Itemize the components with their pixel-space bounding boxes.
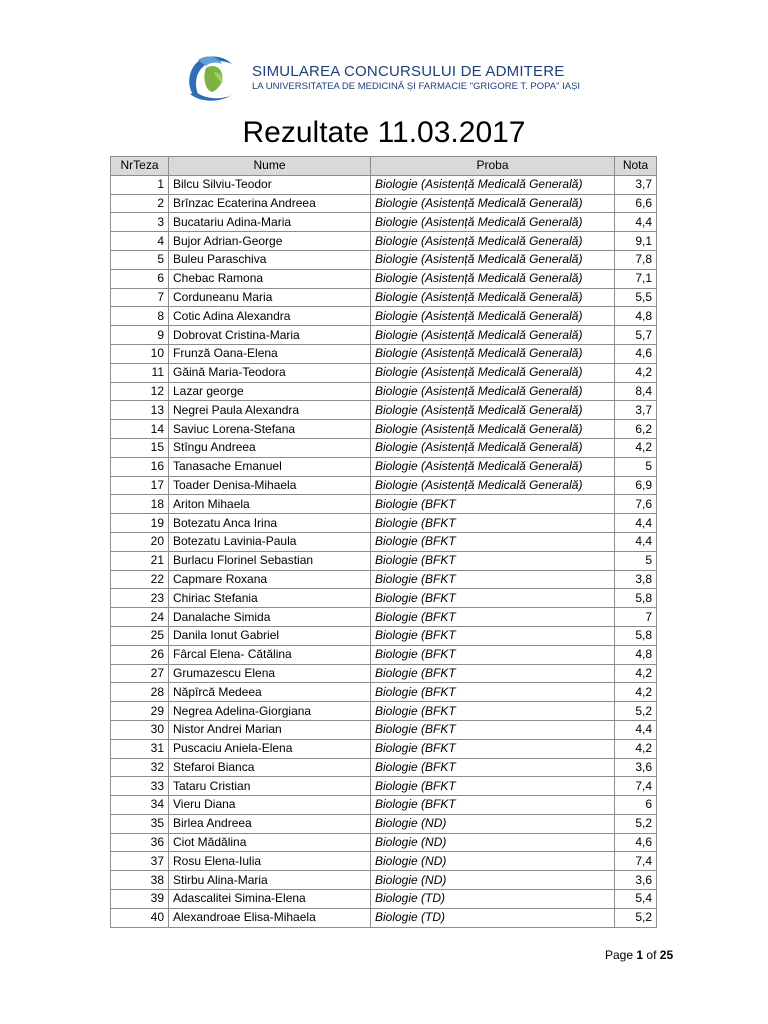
cell-nume: Rosu Elena-Iulia bbox=[169, 852, 371, 871]
cell-nota: 5,8 bbox=[615, 626, 657, 645]
table-row bbox=[111, 570, 657, 589]
cell-nrteza: 18 bbox=[111, 495, 169, 514]
cell-nume: Botezatu Lavinia-Paula bbox=[169, 532, 371, 551]
cell-nota: 4,4 bbox=[615, 532, 657, 551]
cell-proba: Biologie (ND) bbox=[371, 814, 615, 833]
cell-nota: 5 bbox=[615, 457, 657, 476]
table-row bbox=[111, 796, 657, 815]
column-header-nume: Nume bbox=[169, 157, 371, 176]
cell-nota: 5,2 bbox=[615, 814, 657, 833]
cell-proba: Biologie (Asistență Medicală Generală) bbox=[371, 457, 615, 476]
table-row bbox=[111, 420, 657, 439]
table-row bbox=[111, 777, 657, 796]
cell-nume: Negrea Adelina-Giorgiana bbox=[169, 702, 371, 721]
cell-nume: Corduneanu Maria bbox=[169, 288, 371, 307]
cell-proba: Biologie (BFKT bbox=[371, 608, 615, 627]
cell-nume: Burlacu Florinel Sebastian bbox=[169, 551, 371, 570]
table-row bbox=[111, 908, 657, 927]
cell-nota: 4,2 bbox=[615, 664, 657, 683]
cell-nrteza: 37 bbox=[111, 852, 169, 871]
cell-nrteza: 17 bbox=[111, 476, 169, 495]
page-of-label: of bbox=[646, 948, 657, 962]
table-row bbox=[111, 438, 657, 457]
cell-proba: Biologie (Asistență Medicală Generală) bbox=[371, 213, 615, 232]
cell-nrteza: 30 bbox=[111, 720, 169, 739]
cell-nume: Bilcu Silviu-Teodor bbox=[169, 175, 371, 194]
cell-nume: Stirbu Alina-Maria bbox=[169, 871, 371, 890]
cell-nota: 7 bbox=[615, 608, 657, 627]
table-row bbox=[111, 363, 657, 382]
document-title: Rezultate 11.03.2017 bbox=[242, 116, 526, 149]
cell-nume: Bucatariu Adina-Maria bbox=[169, 213, 371, 232]
cell-nrteza: 10 bbox=[111, 344, 169, 363]
cell-nota: 5,5 bbox=[615, 288, 657, 307]
cell-nrteza: 34 bbox=[111, 796, 169, 815]
cell-nrteza: 13 bbox=[111, 401, 169, 420]
table-row bbox=[111, 871, 657, 890]
cell-nota: 4,2 bbox=[615, 739, 657, 758]
cell-proba: Biologie (BFKT bbox=[371, 514, 615, 533]
cell-nrteza: 33 bbox=[111, 777, 169, 796]
cell-proba: Biologie (Asistență Medicală Generală) bbox=[371, 420, 615, 439]
cell-nume: Frunză Oana-Elena bbox=[169, 344, 371, 363]
table-row bbox=[111, 250, 657, 269]
results-table bbox=[110, 156, 657, 928]
cell-nota: 4,2 bbox=[615, 438, 657, 457]
cell-proba: Biologie (Asistență Medicală Generală) bbox=[371, 250, 615, 269]
cell-nrteza: 31 bbox=[111, 739, 169, 758]
table-row bbox=[111, 401, 657, 420]
table-row bbox=[111, 833, 657, 852]
cell-nota: 3,8 bbox=[615, 570, 657, 589]
table-row bbox=[111, 626, 657, 645]
table-row bbox=[111, 326, 657, 345]
cell-nota: 6,2 bbox=[615, 420, 657, 439]
cell-nume: Birlea Andreea bbox=[169, 814, 371, 833]
cell-nume: Chebac Ramona bbox=[169, 269, 371, 288]
cell-nume: Cotic Adina Alexandra bbox=[169, 307, 371, 326]
cell-nrteza: 7 bbox=[111, 288, 169, 307]
table-row bbox=[111, 307, 657, 326]
cell-nrteza: 27 bbox=[111, 664, 169, 683]
cell-proba: Biologie (BFKT bbox=[371, 495, 615, 514]
cell-proba: Biologie (BFKT bbox=[371, 589, 615, 608]
cell-nrteza: 14 bbox=[111, 420, 169, 439]
cell-nume: Năpîrcă Medeea bbox=[169, 683, 371, 702]
cell-nrteza: 38 bbox=[111, 871, 169, 890]
cell-nota: 6,6 bbox=[615, 194, 657, 213]
cell-nota: 7,6 bbox=[615, 495, 657, 514]
table-row bbox=[111, 457, 657, 476]
table-row bbox=[111, 720, 657, 739]
table-row bbox=[111, 344, 657, 363]
table-row bbox=[111, 683, 657, 702]
cell-proba: Biologie (Asistență Medicală Generală) bbox=[371, 401, 615, 420]
cell-nota: 3,6 bbox=[615, 871, 657, 890]
cell-nume: Danalache Simida bbox=[169, 608, 371, 627]
cell-nrteza: 23 bbox=[111, 589, 169, 608]
table-row bbox=[111, 532, 657, 551]
cell-nrteza: 1 bbox=[111, 175, 169, 194]
cell-proba: Biologie (BFKT bbox=[371, 796, 615, 815]
table-row bbox=[111, 890, 657, 909]
cell-nrteza: 15 bbox=[111, 438, 169, 457]
cell-nrteza: 32 bbox=[111, 758, 169, 777]
cell-nota: 4,8 bbox=[615, 307, 657, 326]
cell-nume: Stefaroi Bianca bbox=[169, 758, 371, 777]
cell-proba: Biologie (BFKT bbox=[371, 645, 615, 664]
table-row bbox=[111, 213, 657, 232]
cell-nota: 4,2 bbox=[615, 683, 657, 702]
table-row bbox=[111, 814, 657, 833]
table-row bbox=[111, 645, 657, 664]
cell-nume: Negrei Paula Alexandra bbox=[169, 401, 371, 420]
cell-nota: 4,4 bbox=[615, 213, 657, 232]
cell-proba: Biologie (TD) bbox=[371, 908, 615, 927]
cell-nota: 9,1 bbox=[615, 232, 657, 251]
cell-nume: Puscaciu Aniela-Elena bbox=[169, 739, 371, 758]
cell-nota: 6,9 bbox=[615, 476, 657, 495]
column-header-proba: Proba bbox=[371, 157, 615, 176]
cell-nota: 7,4 bbox=[615, 777, 657, 796]
cell-nrteza: 25 bbox=[111, 626, 169, 645]
cell-proba: Biologie (Asistență Medicală Generală) bbox=[371, 307, 615, 326]
cell-nume: Stîngu Andreea bbox=[169, 438, 371, 457]
cell-nota: 7,4 bbox=[615, 852, 657, 871]
cell-nume: Tataru Cristian bbox=[169, 777, 371, 796]
cell-proba: Biologie (BFKT bbox=[371, 626, 615, 645]
table-row bbox=[111, 551, 657, 570]
cell-nrteza: 21 bbox=[111, 551, 169, 570]
cell-nrteza: 36 bbox=[111, 833, 169, 852]
table-row bbox=[111, 269, 657, 288]
cell-nota: 4,6 bbox=[615, 833, 657, 852]
cell-nota: 7,8 bbox=[615, 250, 657, 269]
cell-nrteza: 4 bbox=[111, 232, 169, 251]
cell-nume: Botezatu Anca Irina bbox=[169, 514, 371, 533]
header-subtitle: LA UNIVERSITATEA DE MEDICINĂ ȘI FARMACIE "GRIGORE T. POPA" IAȘI bbox=[252, 81, 581, 92]
cell-proba: Biologie (BFKT bbox=[371, 664, 615, 683]
cell-nume: Dobrovat Cristina-Maria bbox=[169, 326, 371, 345]
cell-proba: Biologie (ND) bbox=[371, 833, 615, 852]
cell-nrteza: 16 bbox=[111, 457, 169, 476]
table-row bbox=[111, 495, 657, 514]
table-row bbox=[111, 175, 657, 194]
table-row bbox=[111, 589, 657, 608]
cell-nota: 4,6 bbox=[615, 344, 657, 363]
cell-nrteza: 8 bbox=[111, 307, 169, 326]
page-label: Page bbox=[605, 948, 634, 962]
table-row bbox=[111, 608, 657, 627]
cell-nota: 7,1 bbox=[615, 269, 657, 288]
cell-nume: Ariton Mihaela bbox=[169, 495, 371, 514]
page-number: 1 bbox=[636, 948, 644, 962]
table-header-row bbox=[111, 157, 657, 176]
cell-nota: 4,4 bbox=[615, 720, 657, 739]
cell-proba: Biologie (Asistență Medicală Generală) bbox=[371, 326, 615, 345]
cell-nota: 4,4 bbox=[615, 514, 657, 533]
table-row bbox=[111, 232, 657, 251]
cell-nota: 6 bbox=[615, 796, 657, 815]
cell-proba: Biologie (TD) bbox=[371, 890, 615, 909]
cell-nota: 3,7 bbox=[615, 175, 657, 194]
table-row bbox=[111, 739, 657, 758]
cell-nrteza: 26 bbox=[111, 645, 169, 664]
table-row bbox=[111, 288, 657, 307]
page-footer bbox=[605, 948, 673, 962]
cell-nrteza: 12 bbox=[111, 382, 169, 401]
cell-proba: Biologie (ND) bbox=[371, 852, 615, 871]
cell-nume: Bujor Adrian-George bbox=[169, 232, 371, 251]
column-header-nrteza: NrTeza bbox=[111, 157, 169, 176]
cell-nrteza: 28 bbox=[111, 683, 169, 702]
cell-nrteza: 39 bbox=[111, 890, 169, 909]
cell-proba: Biologie (Asistență Medicală Generală) bbox=[371, 288, 615, 307]
cell-proba: Biologie (BFKT bbox=[371, 777, 615, 796]
cell-nume: Vieru Diana bbox=[169, 796, 371, 815]
cell-nrteza: 2 bbox=[111, 194, 169, 213]
cell-nume: Alexandroae Elisa-Mihaela bbox=[169, 908, 371, 927]
cell-nrteza: 29 bbox=[111, 702, 169, 721]
cell-nota: 5,2 bbox=[615, 702, 657, 721]
cell-nota: 5 bbox=[615, 551, 657, 570]
table-row bbox=[111, 476, 657, 495]
cell-nume: Fârcal Elena- Cătălina bbox=[169, 645, 371, 664]
cell-proba: Biologie (Asistență Medicală Generală) bbox=[371, 382, 615, 401]
cell-proba: Biologie (Asistență Medicală Generală) bbox=[371, 175, 615, 194]
cell-nume: Ciot Mădălina bbox=[169, 833, 371, 852]
cell-nota: 3,6 bbox=[615, 758, 657, 777]
cell-nume: Chiriac Stefania bbox=[169, 589, 371, 608]
cell-nume: Nistor Andrei Marian bbox=[169, 720, 371, 739]
cell-proba: Biologie (BFKT bbox=[371, 758, 615, 777]
cell-nume: Adascalitei Simina-Elena bbox=[169, 890, 371, 909]
cell-nrteza: 11 bbox=[111, 363, 169, 382]
cell-nrteza: 35 bbox=[111, 814, 169, 833]
cell-nrteza: 40 bbox=[111, 908, 169, 927]
table-row bbox=[111, 382, 657, 401]
table-row bbox=[111, 702, 657, 721]
cell-proba: Biologie (BFKT bbox=[371, 683, 615, 702]
cell-proba: Biologie (Asistență Medicală Generală) bbox=[371, 344, 615, 363]
cell-nume: Buleu Paraschiva bbox=[169, 250, 371, 269]
cell-nrteza: 19 bbox=[111, 514, 169, 533]
cell-nume: Tanasache Emanuel bbox=[169, 457, 371, 476]
cell-proba: Biologie (BFKT bbox=[371, 570, 615, 589]
cell-nota: 5,2 bbox=[615, 908, 657, 927]
cell-nota: 4,2 bbox=[615, 363, 657, 382]
cell-nrteza: 3 bbox=[111, 213, 169, 232]
cell-proba: Biologie (Asistență Medicală Generală) bbox=[371, 269, 615, 288]
cell-proba: Biologie (Asistență Medicală Generală) bbox=[371, 438, 615, 457]
cell-nota: 3,7 bbox=[615, 401, 657, 420]
header-title: SIMULAREA CONCURSULUI DE ADMITERE bbox=[252, 63, 565, 80]
cell-nrteza: 22 bbox=[111, 570, 169, 589]
cell-proba: Biologie (BFKT bbox=[371, 702, 615, 721]
cell-nota: 4,8 bbox=[615, 645, 657, 664]
cell-nume: Saviuc Lorena-Stefana bbox=[169, 420, 371, 439]
cell-nota: 5,8 bbox=[615, 589, 657, 608]
table-row bbox=[111, 514, 657, 533]
cell-nume: Grumazescu Elena bbox=[169, 664, 371, 683]
cell-proba: Biologie (Asistență Medicală Generală) bbox=[371, 476, 615, 495]
cell-nrteza: 9 bbox=[111, 326, 169, 345]
university-logo-icon bbox=[184, 50, 242, 106]
cell-nrteza: 20 bbox=[111, 532, 169, 551]
table-row bbox=[111, 664, 657, 683]
cell-proba: Biologie (BFKT bbox=[371, 551, 615, 570]
cell-nume: Toader Denisa-Mihaela bbox=[169, 476, 371, 495]
cell-proba: Biologie (Asistență Medicală Generală) bbox=[371, 232, 615, 251]
cell-nume: Lazar george bbox=[169, 382, 371, 401]
cell-nota: 8,4 bbox=[615, 382, 657, 401]
cell-nrteza: 6 bbox=[111, 269, 169, 288]
table-row bbox=[111, 852, 657, 871]
cell-proba: Biologie (Asistență Medicală Generală) bbox=[371, 194, 615, 213]
cell-nota: 5,4 bbox=[615, 890, 657, 909]
cell-nota: 5,7 bbox=[615, 326, 657, 345]
cell-nume: Brînzac Ecaterina Andreea bbox=[169, 194, 371, 213]
cell-nrteza: 5 bbox=[111, 250, 169, 269]
cell-nume: Danila Ionut Gabriel bbox=[169, 626, 371, 645]
cell-nume: Găină Maria-Teodora bbox=[169, 363, 371, 382]
cell-nume: Capmare Roxana bbox=[169, 570, 371, 589]
table-row bbox=[111, 194, 657, 213]
table-row bbox=[111, 758, 657, 777]
page-total: 25 bbox=[659, 948, 674, 962]
column-header-nota: Nota bbox=[615, 157, 657, 176]
cell-proba: Biologie (BFKT bbox=[371, 532, 615, 551]
cell-proba: Biologie (BFKT bbox=[371, 720, 615, 739]
cell-nrteza: 24 bbox=[111, 608, 169, 627]
cell-proba: Biologie (Asistență Medicală Generală) bbox=[371, 363, 615, 382]
cell-proba: Biologie (ND) bbox=[371, 871, 615, 890]
page-header bbox=[184, 50, 624, 106]
cell-proba: Biologie (BFKT bbox=[371, 739, 615, 758]
